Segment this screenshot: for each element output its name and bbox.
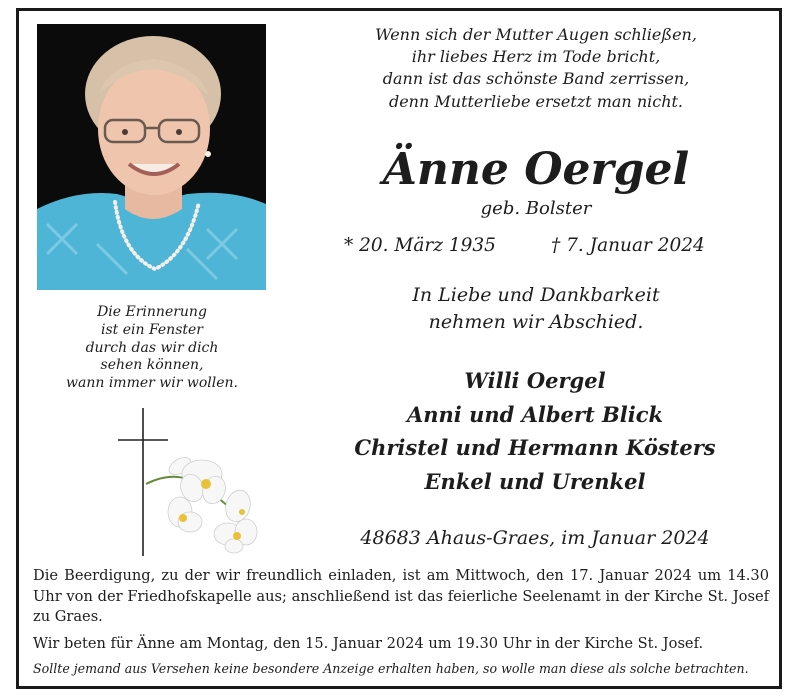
deceased-name: Änne Oergel [382,144,690,195]
birth-date: * 20. März 1935 [344,235,496,256]
farewell-line: In Liebe und Dankbarkeit [412,284,660,306]
quote-line: durch das wir dich [85,339,219,356]
poem-line: Wenn sich der Mutter Augen schließen, [375,25,697,44]
poem-line: denn Mutterliebe ersetzt man nicht. [388,91,684,111]
prayer-text: Wir beten für Änne am Montag, den 15. Januar 2024 um 19.30 Uhr in der Kirche St. Josef. [33,635,704,652]
farewell-line: nehmen wir Abschied. [428,311,644,333]
mourner-name: Willi Oergel [464,368,606,393]
quote-line: wann immer wir wollen. [66,375,238,392]
portrait-photo [37,24,266,290]
cross-with-orchid [110,408,280,568]
mourners-list [320,364,750,498]
notice-text: Sollte jemand aus Versehen keine besondere Anzeige erhalten haben, so wolle man diese als solche betrachten. [33,661,749,676]
mourner-name: Anni und Albert Blick [406,401,664,427]
poem [348,24,724,113]
memorial-quote [36,304,268,393]
birth-name: geb. Bolster [480,198,592,219]
mourner-name: Christel und Hermann Kösters [354,435,716,460]
quote-line: ist ein Fenster [100,321,203,338]
quote-line: Die Erinnerung [97,304,207,320]
place-and-date: 48683 Ahaus-Graes, im Januar 2024 [360,527,710,549]
funeral-announcement [33,566,769,628]
poem-line: ihr liebes Herz im Tode bricht, [411,47,661,67]
poem-line: dann ist das schönste Band zerrissen, [382,69,690,89]
quote-line: sehen können, [100,357,204,374]
orchid-icon [146,454,257,553]
funeral-text: Die Beerdigung, zu der wir freundlich einladen, ist am Mittwoch, den 17. Januar 2024 um 14.30 Uhr von der Friedhofskapelle aus; anschließend ist das feierliche Seelenamt in der Kirche St. Josef zu Graes. [33,567,769,625]
farewell-text [348,282,724,336]
mourner-name: Enkel und Urenkel [424,468,646,494]
cross-icon [118,408,168,556]
death-date: † 7. Januar 2024 [551,235,705,256]
